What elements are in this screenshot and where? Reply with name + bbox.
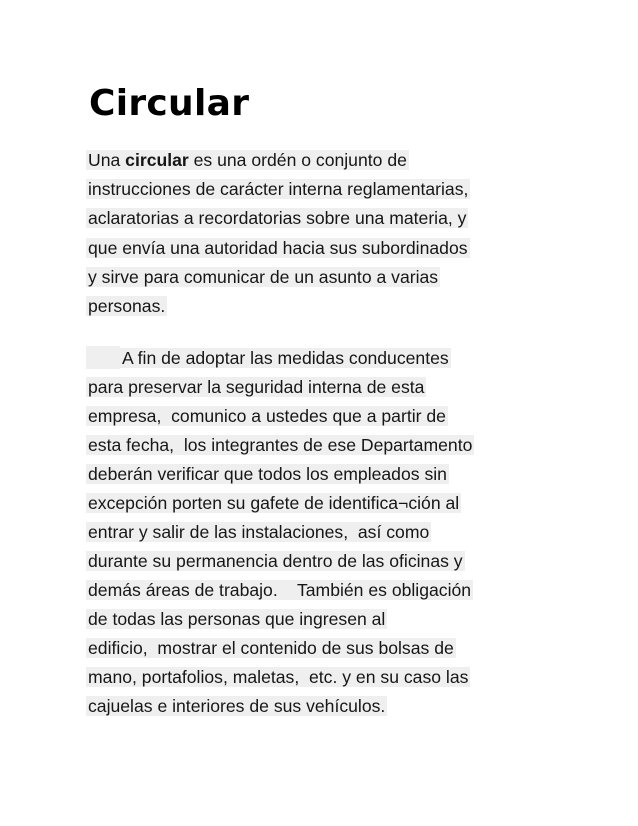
text-span: entrar y salir de las instalaciones, así como [88, 522, 430, 542]
document-title: Circular [89, 83, 250, 124]
text-span: es una ordén o conjunto de [188, 150, 407, 170]
paragraph-2-line-6 [86, 491, 461, 516]
paragraph-1-line-4 [86, 236, 470, 261]
paragraph-2-line-13 [86, 694, 387, 719]
text-span: demás áreas de trabajo. También es obligación [88, 580, 472, 600]
text-span: instrucciones de carácter interna reglamentarias, [88, 179, 469, 199]
indent-highlight [86, 346, 120, 369]
paragraph-1-line-2 [86, 177, 470, 202]
text-span: durante su permanencia dentro de las oficinas y [88, 551, 463, 571]
text-span: Una [88, 150, 126, 170]
paragraph-2-line-9 [86, 578, 473, 603]
text-span: A fin de adoptar las medidas conducentes [122, 348, 449, 368]
bold-term: circular [125, 150, 189, 170]
text-span: deberán verificar que todos los empleados sin [88, 464, 447, 484]
paragraph-1-line-3 [86, 206, 468, 231]
paragraph-2-line-2 [86, 375, 426, 400]
paragraph-1-line-5 [86, 265, 440, 290]
text-span: de todas las personas que ingresen al [88, 609, 386, 629]
text-span: y sirve para comunicar de un asunto a varias [88, 267, 439, 287]
paragraph-1-line-6 [86, 294, 167, 319]
text-span: aclaratorias a recordatorias sobre una materia, y [88, 208, 467, 228]
text-span: mano, portafolios, maletas, etc. y en su caso las [88, 667, 469, 687]
paragraph-2-line-5 [86, 462, 449, 487]
paragraph-2-line-7 [86, 520, 431, 545]
text-span: esta fecha, los integrantes de ese Departamento [88, 435, 473, 455]
paragraph-2-line-4 [86, 433, 474, 458]
text-span: edificio, mostrar el contenido de sus bolsas de [88, 638, 454, 658]
text-span: que envía una autoridad hacia sus subordinados [88, 238, 468, 258]
text-span: empresa, comunico a ustedes que a partir de [88, 406, 446, 426]
paragraph-2-line-1 [86, 346, 451, 371]
text-span: personas. [88, 296, 166, 316]
paragraph-1-line-1 [86, 148, 409, 173]
paragraph-2-line-12 [86, 665, 470, 690]
text-span: excepción porten su gafete de identifica¬ción al [88, 493, 460, 513]
text-span: para preservar la seguridad interna de esta [88, 377, 425, 397]
paragraph-2-line-11 [86, 636, 456, 661]
paragraph-2-line-10 [86, 607, 387, 632]
paragraph-2-line-8 [86, 549, 465, 574]
text-span: cajuelas e interiores de sus vehículos. [88, 696, 386, 716]
paragraph-2-line-3 [86, 404, 448, 429]
